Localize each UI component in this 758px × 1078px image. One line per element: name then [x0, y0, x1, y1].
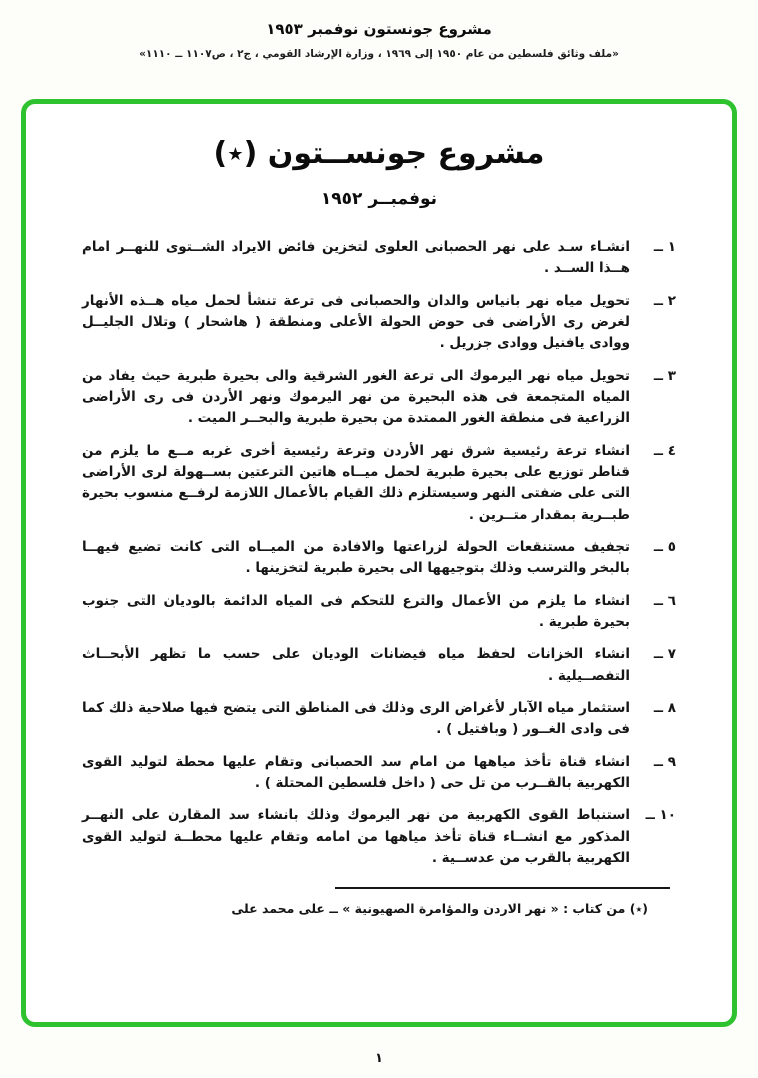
list-item	[82, 366, 676, 430]
document-title: مشروع جونســتون (٭)	[213, 136, 545, 171]
page-header	[0, 0, 758, 60]
list-item	[82, 441, 676, 526]
item-number: ١ ــ	[653, 239, 676, 255]
page-header-title: مشروع جونستون نوفمبر ١٩٥٣	[266, 20, 492, 38]
item-text: انشاء الخزانات لحفظ مياه فيضانات الوديان على حسب ما تظهر الأبحــاث التفصــيلية .	[82, 646, 630, 684]
numbered-list	[82, 237, 676, 869]
item-number: ١٠ ــ	[645, 807, 676, 824]
footnote: (٭) من كتاب : « نهر الاردن والمؤامرة الصهيونية » ــ على محمد على	[231, 901, 648, 917]
item-number: ٤ ــ	[653, 442, 676, 459]
list-item	[82, 291, 676, 355]
item-text: تحويل مياه نهر اليرموك الى ترعة الغور الشرقية والى بحيرة طبرية حيث يفاد من المياه المتجمعة فى هذه البحيرة من نهر اليرموك ونهر الأردن فى رى الأراضى الزراعية فى منطقة الغور الممتدة من بحيرة طبرية والبحــر الميت .	[82, 367, 630, 427]
item-text: انشاء قناة تأخذ مياهها من امام سد الحصبانى وتقام عليها محطة لتوليد القوى الكهربية بالقــرب من تل حى ( داخل فلسطين المحتلة ) .	[82, 753, 630, 791]
list-item	[82, 698, 676, 741]
list-item	[82, 752, 676, 795]
item-text: تجفيف مستنقعات الحولة لزراعتها والافادة من الميــاه التى كانت تضيع فيهــا بالبخر والترسب وذلك بتوجيهها الى بحيرة طبرية لتخزينها .	[82, 538, 630, 577]
item-number: ٧ ــ	[653, 646, 676, 663]
item-text: استثمار مياه الآبار لأغراض الرى وذلك فى المناطق التى يتضح فيها صلاحية ذلك كما فى وادى الغــور ( وبافتيل ) .	[82, 699, 630, 738]
document-frame	[21, 99, 737, 1027]
item-number: ٩ ــ	[653, 753, 676, 770]
item-number: ٢ ــ	[653, 292, 676, 309]
item-text: استنباط القوى الكهربية من نهر اليرموك وذلك بانشاء سد المقارن على النهــر المذكور مع انشــاء قناة تأخذ مياهها من امامه وتقام عليها محطــة لتوليد القوى الكهربية بالقرب من عدســية .	[82, 807, 630, 866]
item-number: ٨ ــ	[653, 699, 676, 716]
list-item	[82, 805, 676, 869]
list-item	[82, 644, 676, 687]
page-number: ١	[375, 1051, 383, 1066]
item-number: ٥ ــ	[653, 538, 676, 555]
list-item	[82, 591, 676, 634]
item-number: ٣ ــ	[653, 367, 676, 384]
list-item	[82, 537, 676, 580]
item-text: تحويل مياه نهر بانياس والدان والحصبانى فى ترعة تنشأ لحمل مياه هــذه الأنهار لغرض رى الأراضى فى حوض الحولة الأعلى ومنطقة ( هاشحار ) وتلال الجليــل ووادى يافنيل ووادى جزريل .	[82, 292, 630, 352]
document-date: نوفمبــر ١٩٥٢	[320, 189, 438, 209]
footnote-divider	[335, 887, 670, 889]
list-item	[82, 237, 676, 280]
item-text: انشاء ما يلزم من الأعمال والترع للتحكم فى المياه الدائمة بالوديان التى جنوب بحيرة طبرية .	[82, 592, 630, 630]
page-header-source: «ملف وثائق فلسطين من عام ١٩٥٠ إلى ١٩٦٩ ، وزارة الإرشاد القومي ، ج٢ ، ص١١٠٧ ــ ١١١٠»	[139, 48, 619, 60]
item-text: انشاء ترعة رئيسية شرق نهر الأردن وترعة رئيسية أخرى غربه مــع ما يلزم من قناطر توزيع على بحيرة طبرية لحمل ميــاه هاتين الترعتين بســهولة لرى الأراضى التى على ضفتى النهر وسيستلزم ذلك القيام بالأعمال اللازمة لرفــع منسوب بحيرة طبــرية بمقدار متــرين .	[82, 442, 630, 523]
item-number: ٦ ــ	[653, 592, 676, 609]
item-text: انشـاء سـد على نهر الحصبانى العلوى لتخزين فائض الايراد الشــتوى للنهــر امام هــذا الســد .	[82, 239, 630, 277]
